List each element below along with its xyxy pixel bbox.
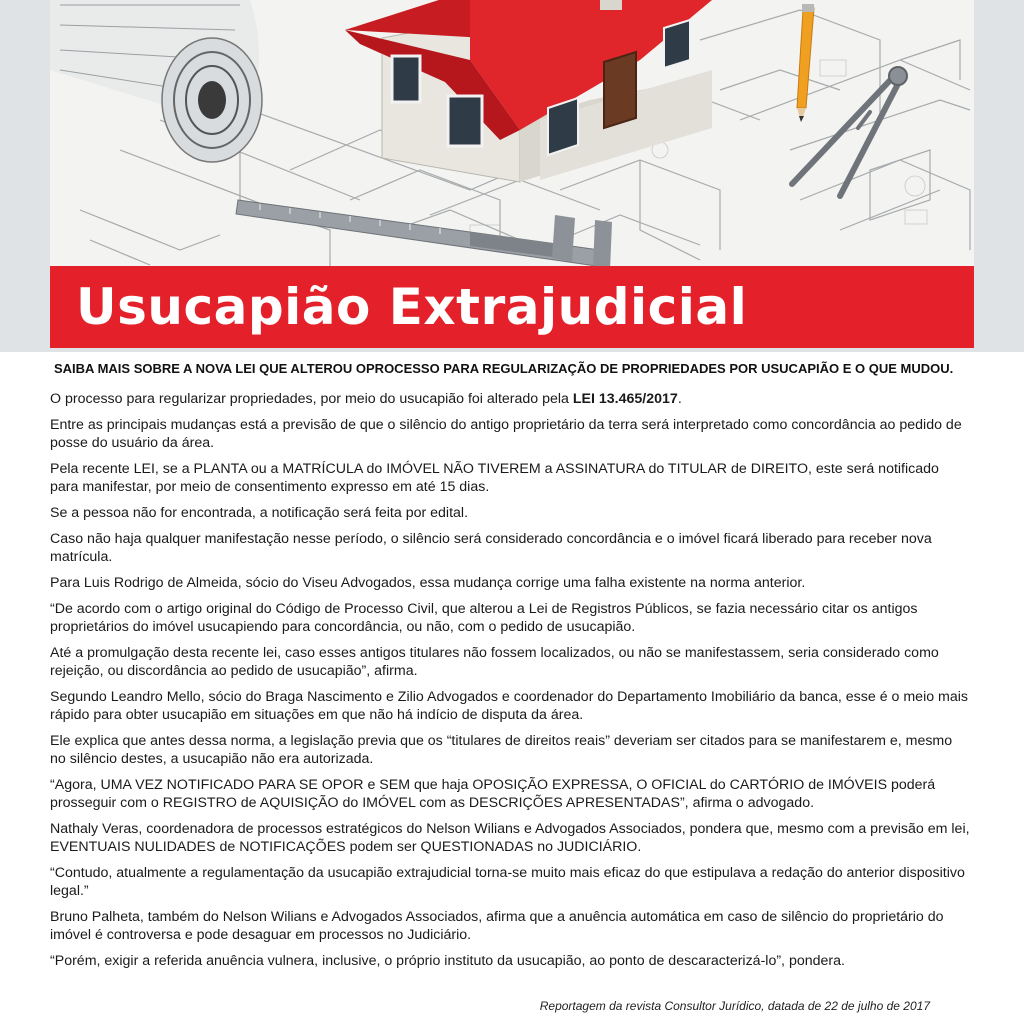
title-banner (50, 266, 974, 348)
article-paragraph: Bruno Palheta, também do Nelson Wilians e Advogados Associados, afirma que a anuência automática em caso de silêncio do proprietário do imóvel é controversa e pode desaguar em processos no Judiciário. (50, 909, 944, 943)
article-paragraph: “Porém, exigir a referida anuência vulnera, inclusive, o próprio instituto da usucapião, ao ponto de descaracterizá-lo”, pondera. (50, 953, 845, 969)
banner-title: Usucapião Extrajudicial (76, 278, 748, 336)
article-paragraph: “Contudo, atualmente a regulamentação da usucapião extrajudicial torna-se muito mais eficaz do que estipulava a redação do anterior dispositivo legal.” (50, 865, 965, 899)
article-paragraph-1 (50, 390, 970, 408)
article-credit: Reportagem da revista Consultor Jurídico, datada de 22 de julho de 2017 (539, 999, 930, 1013)
article-paragraph: Nathaly Veras, coordenadora de processos estratégicos do Nelson Wilians e Advogados Associados, pondera que, mesmo com a previsão em lei, EVENTUAIS NULIDADES de NOTIFICAÇÕES podem ser QUESTIONADAS no JUDICIÁRIO. (50, 821, 970, 855)
paragraph-text-end: . (677, 391, 682, 407)
article-paragraph: Ele explica que antes dessa norma, a legislação previa que os “titulares de direitos reais” deveriam ser citados para se manifestarem e, mesmo no silêncio destes, a usucapião não era autorizada. (50, 733, 953, 767)
article-headline: SAIBA MAIS SOBRE A NOVA LEI QUE ALTEROU OPROCESSO PARA REGULARIZAÇÃO DE PROPRIEDADES POR USUCAPIÃO E O QUE MUDOU. (54, 361, 954, 376)
article-paragraph: Pela recente LEI, se a PLANTA ou a MATRÍCULA do IMÓVEL NÃO TIVEREM a ASSINATURA do TITULAR de DIREITO, este será notificado para manifestar, por meio de consentimento expresso em até 15 dias. (50, 461, 939, 495)
law-reference: LEI 13.465/2017 (572, 391, 678, 407)
article-paragraph: Entre as principais mudanças está a previsão de que o silêncio do antigo proprietário da terra será interpretado como concordância ao pedido de posse do usuário da área. (50, 417, 962, 451)
article-paragraph: Caso não haja qualquer manifestação nesse período, o silêncio será considerado concordância e o imóvel ficará liberado para receber nova matrícula. (50, 531, 932, 565)
article-paragraph: “De acordo com o artigo original do Código de Processo Civil, que alterou a Lei de Registros Públicos, se fazia necessário citar os antigos proprietários do imóvel usucapiendo para concordância, ou não, com o pedido de usucapião. (50, 601, 918, 635)
article-paragraph: Segundo Leandro Mello, sócio do Braga Nascimento e Zilio Advogados e coordenador do Departamento Imobiliário da banca, esse é o meio mais rápido para obter usucapião em situações em que não há indício de disputa da área. (50, 689, 969, 723)
article-paragraph: Até a promulgação desta recente lei, caso esses antigos titulares não fossem localizados, ou não se manifestassem, seria considerado como rejeição, ou discordância ao pedido de usucapião”, afirma. (50, 645, 939, 679)
article-body (50, 360, 970, 978)
article-paragraph: Para Luis Rodrigo de Almeida, sócio do Viseu Advogados, essa mudança corrige uma falha existente na norma anterior. (50, 575, 806, 591)
hero-image (0, 0, 1024, 352)
article-paragraph: Se a pessoa não for encontrada, a notificação será feita por edital. (50, 505, 469, 521)
paragraph-text: O processo para regularizar propriedades, por meio do usucapião foi alterado pela (50, 391, 573, 407)
article-paragraph: “Agora, UMA VEZ NOTIFICADO PARA SE OPOR e SEM que haja OPOSIÇÃO EXPRESSA, O OFICIAL do CARTÓRIO de IMÓVEIS poderá prosseguir com o REGISTRO de AQUISIÇÃO do IMÓVEL com as DESCRIÇÕES APRESENTADAS”, afirma o advogado. (50, 777, 936, 811)
